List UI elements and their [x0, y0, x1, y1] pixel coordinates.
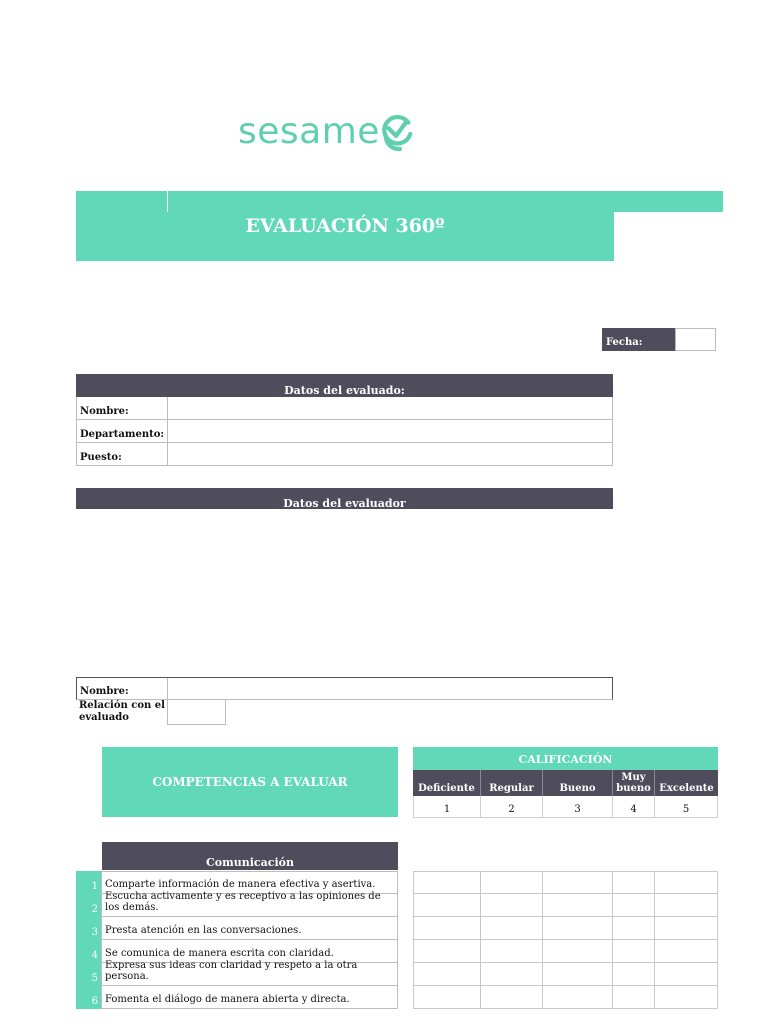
rating-cell[interactable]	[413, 894, 481, 917]
evaluador-relacion-field[interactable]	[167, 700, 226, 725]
evaluador-header: Datos del evaluador	[76, 488, 613, 509]
page-title: EVALUACIÓN 360º	[245, 215, 445, 237]
fecha-field[interactable]	[675, 328, 716, 351]
evaluador-row-relacion	[76, 700, 226, 725]
rating-cell[interactable]	[613, 917, 655, 940]
rating-cell[interactable]	[613, 894, 655, 917]
competency-item: Expresa sus ideas con claridad y respeto a la otra persona.	[101, 963, 398, 986]
rating-cell[interactable]	[543, 894, 613, 917]
evaluado-puesto-field[interactable]	[168, 443, 612, 465]
item-number: 2	[76, 894, 101, 917]
item-number: 4	[76, 940, 101, 963]
rating-cell[interactable]	[613, 963, 655, 986]
item-number: 6	[76, 986, 101, 1009]
fecha-label: Fecha:	[602, 328, 675, 351]
rating-cell[interactable]	[655, 986, 718, 1009]
title-banner-top	[168, 191, 723, 212]
evaluado-row-puesto	[76, 443, 613, 466]
rating-cell[interactable]	[413, 963, 481, 986]
item-number: 1	[76, 871, 101, 894]
rating-cell[interactable]	[481, 894, 543, 917]
evaluador-row-nombre	[76, 677, 613, 700]
evaluado-departamento-field[interactable]	[168, 420, 612, 442]
rating-cell[interactable]	[413, 940, 481, 963]
calificacion-header: CALIFICACIÓN	[413, 747, 718, 770]
rating-label-deficiente: Deficiente	[413, 770, 481, 796]
rating-label-muy-bueno: Muy bueno	[613, 770, 655, 796]
evaluado-row-nombre	[76, 397, 613, 420]
competency-item: Comparte información de manera efectiva y asertiva.	[101, 871, 398, 894]
rating-cell[interactable]	[413, 871, 481, 894]
rating-cell[interactable]	[543, 917, 613, 940]
competency-item: Presta atención en las conversaciones.	[101, 917, 398, 940]
rating-number-5: 5	[655, 796, 718, 818]
rating-cell[interactable]	[481, 963, 543, 986]
sesame-logo	[238, 108, 413, 156]
rating-cell[interactable]	[481, 917, 543, 940]
rating-cell[interactable]	[655, 917, 718, 940]
rating-number-3: 3	[543, 796, 613, 818]
rating-cell[interactable]	[613, 871, 655, 894]
evaluado-nombre-field[interactable]	[168, 397, 612, 419]
competencias-header: COMPETENCIAS A EVALUAR	[102, 747, 398, 817]
rating-label-bueno: Bueno	[543, 770, 613, 796]
rating-number-1: 1	[413, 796, 481, 818]
rating-cell[interactable]	[655, 871, 718, 894]
rating-cell[interactable]	[481, 871, 543, 894]
rating-cell[interactable]	[413, 917, 481, 940]
logo-wordmark: sesame	[238, 111, 380, 152]
evaluador-relacion-label: Relación con el evaluado	[79, 700, 165, 723]
rating-number-2: 2	[481, 796, 543, 818]
evaluado-puesto-label: Puesto:	[80, 452, 122, 463]
rating-cell[interactable]	[655, 940, 718, 963]
rating-label-regular: Regular	[481, 770, 543, 796]
rating-cell[interactable]	[613, 986, 655, 1009]
comunicacion-header: Comunicación	[102, 842, 398, 870]
rating-label-excelente: Excelente	[655, 770, 718, 796]
competency-item: Se comunica de manera escrita con claridad.	[101, 940, 398, 963]
rating-cell[interactable]	[481, 986, 543, 1009]
rating-number-4: 4	[613, 796, 655, 818]
rating-cell[interactable]	[655, 963, 718, 986]
rating-cell[interactable]	[543, 986, 613, 1009]
rating-cell[interactable]	[543, 963, 613, 986]
evaluado-header: Datos del evaluado:	[76, 374, 613, 397]
evaluador-nombre-field[interactable]	[168, 678, 612, 699]
rating-cell[interactable]	[613, 940, 655, 963]
rating-cell[interactable]	[655, 894, 718, 917]
evaluado-departamento-label: Departamento:	[80, 429, 165, 440]
competency-item: Fomenta el diálogo de manera abierta y directa.	[101, 986, 398, 1009]
competency-item: Escucha activamente y es receptivo a las opiniones de los demás.	[101, 894, 398, 917]
evaluado-row-departamento	[76, 420, 613, 443]
item-number: 5	[76, 963, 101, 986]
evaluador-nombre-label: Nombre:	[80, 686, 129, 697]
rating-cell[interactable]	[413, 986, 481, 1009]
rating-cell[interactable]	[543, 871, 613, 894]
check-circle-icon	[381, 114, 413, 152]
rating-cell[interactable]	[481, 940, 543, 963]
evaluado-nombre-label: Nombre:	[80, 406, 129, 417]
rating-cell[interactable]	[543, 940, 613, 963]
item-number: 3	[76, 917, 101, 940]
